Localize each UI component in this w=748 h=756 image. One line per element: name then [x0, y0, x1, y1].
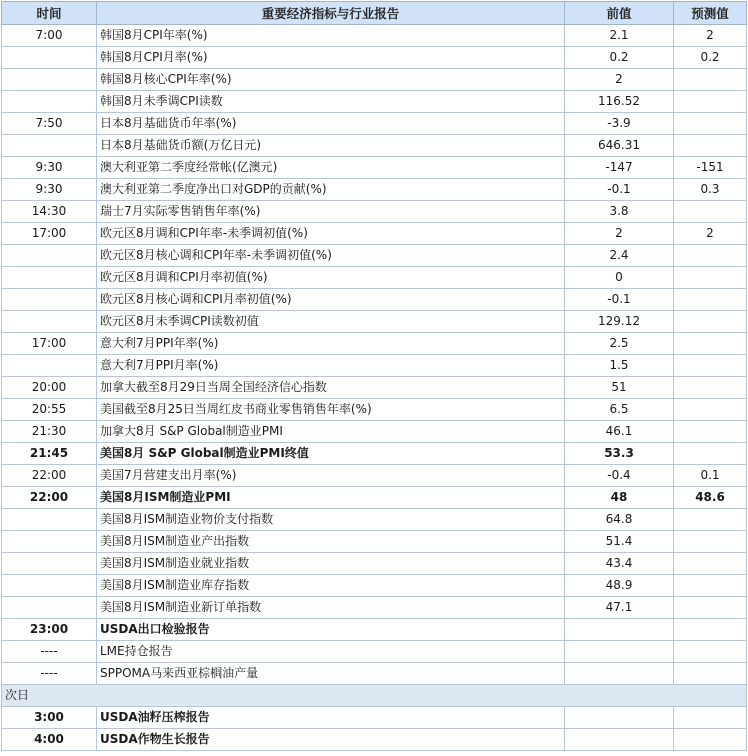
time-cell: ----: [2, 641, 97, 663]
previous-value-cell: 3.8: [565, 201, 674, 223]
previous-value-cell: 53.3: [565, 443, 674, 465]
table-row: [2, 421, 747, 443]
indicator-cell: 日本8月基础货币额(万亿日元): [97, 135, 565, 157]
forecast-value-cell: [674, 311, 747, 333]
previous-value-cell: 47.1: [565, 597, 674, 619]
previous-value-cell: -0.1: [565, 179, 674, 201]
forecast-value-cell: [674, 597, 747, 619]
previous-value-cell: 48.9: [565, 575, 674, 597]
table-row: [2, 399, 747, 421]
indicator-cell: 美国8月ISM制造业物价支付指数: [97, 509, 565, 531]
time-cell: 21:30: [2, 421, 97, 443]
time-cell: [2, 289, 97, 311]
time-cell: 14:30: [2, 201, 97, 223]
previous-value-cell: [565, 729, 674, 751]
forecast-value-cell: [674, 509, 747, 531]
previous-value-cell: 64.8: [565, 509, 674, 531]
indicator-cell: 美国7月营建支出月率(%): [97, 465, 565, 487]
table-row: [2, 597, 747, 619]
forecast-value-cell: 2: [674, 223, 747, 245]
previous-value-cell: 2.5: [565, 333, 674, 355]
table-row: [2, 333, 747, 355]
indicator-cell: 美国截至8月25日当周红皮书商业零售销售年率(%): [97, 399, 565, 421]
indicator-cell: 加拿大8月 S&P Global制造业PMI: [97, 421, 565, 443]
time-cell: 23:00: [2, 619, 97, 641]
time-cell: 9:30: [2, 179, 97, 201]
time-cell: [2, 135, 97, 157]
indicator-cell: 日本8月基础货币年率(%): [97, 113, 565, 135]
previous-value-cell: 51.4: [565, 531, 674, 553]
indicator-cell: 韩国8月CPI年率(%): [97, 25, 565, 47]
previous-value-cell: 48: [565, 487, 674, 509]
time-cell: 20:55: [2, 399, 97, 421]
previous-value-cell: -3.9: [565, 113, 674, 135]
table-row: [2, 113, 747, 135]
forecast-value-cell: [674, 135, 747, 157]
previous-value-cell: 46.1: [565, 421, 674, 443]
table-row: [2, 157, 747, 179]
forecast-value-cell: [674, 707, 747, 729]
previous-value-cell: 2.1: [565, 25, 674, 47]
time-cell: [2, 531, 97, 553]
table-body: [2, 25, 747, 751]
time-cell: [2, 69, 97, 91]
forecast-value-cell: 0.2: [674, 47, 747, 69]
time-cell: 4:00: [2, 729, 97, 751]
indicator-cell: 美国8月ISM制造业PMI: [97, 487, 565, 509]
table-row: [2, 223, 747, 245]
table-row: [2, 179, 747, 201]
forecast-value-cell: 0.1: [674, 465, 747, 487]
time-cell: [2, 575, 97, 597]
time-cell: [2, 597, 97, 619]
forecast-value-cell: -151: [674, 157, 747, 179]
table-row: [2, 289, 747, 311]
forecast-value-cell: [674, 421, 747, 443]
table-row: [2, 729, 747, 751]
table-row: [2, 553, 747, 575]
previous-value-cell: 116.52: [565, 91, 674, 113]
table-row: [2, 487, 747, 509]
previous-value-cell: 129.12: [565, 311, 674, 333]
table-row: [2, 201, 747, 223]
table-row: [2, 69, 747, 91]
time-cell: 17:00: [2, 223, 97, 245]
time-cell: 9:30: [2, 157, 97, 179]
forecast-value-cell: [674, 267, 747, 289]
table-row: [2, 25, 747, 47]
table-row: [2, 311, 747, 333]
time-cell: 22:00: [2, 487, 97, 509]
time-cell: 7:50: [2, 113, 97, 135]
table-row: [2, 245, 747, 267]
table-row: [2, 267, 747, 289]
table-row: [2, 707, 747, 729]
indicator-cell: 美国8月ISM制造业产出指数: [97, 531, 565, 553]
indicator-cell: 欧元区8月未季调CPI读数初值: [97, 311, 565, 333]
time-cell: [2, 509, 97, 531]
table-row: [2, 465, 747, 487]
indicator-cell: 美国8月ISM制造业就业指数: [97, 553, 565, 575]
table-row: [2, 575, 747, 597]
previous-value-cell: 2.4: [565, 245, 674, 267]
time-cell: [2, 311, 97, 333]
previous-value-cell: [565, 707, 674, 729]
indicator-cell: 澳大利亚第二季度经常帐(亿澳元): [97, 157, 565, 179]
forecast-value-cell: [674, 575, 747, 597]
indicator-cell: 韩国8月核心CPI年率(%): [97, 69, 565, 91]
indicator-cell: 意大利7月PPI年率(%): [97, 333, 565, 355]
indicator-cell: USDA作物生长报告: [97, 729, 565, 751]
previous-value-cell: 2: [565, 69, 674, 91]
table-row: [2, 531, 747, 553]
previous-value-cell: 0: [565, 267, 674, 289]
forecast-value-cell: [674, 531, 747, 553]
forecast-value-cell: [674, 113, 747, 135]
forecast-value-cell: [674, 553, 747, 575]
header-indicator: 重要经济指标与行业报告: [97, 2, 565, 25]
header-time: 时间: [2, 2, 97, 25]
time-cell: [2, 91, 97, 113]
indicator-cell: 韩国8月未季调CPI读数: [97, 91, 565, 113]
time-cell: [2, 553, 97, 575]
forecast-value-cell: 0.3: [674, 179, 747, 201]
header-previous: 前值: [565, 2, 674, 25]
time-cell: 7:00: [2, 25, 97, 47]
previous-value-cell: -0.1: [565, 289, 674, 311]
previous-value-cell: 0.2: [565, 47, 674, 69]
table-row: [2, 91, 747, 113]
previous-value-cell: -147: [565, 157, 674, 179]
previous-value-cell: 1.5: [565, 355, 674, 377]
time-cell: ----: [2, 663, 97, 685]
forecast-value-cell: [674, 245, 747, 267]
time-cell: 22:00: [2, 465, 97, 487]
indicator-cell: 欧元区8月核心调和CPI月率初值(%): [97, 289, 565, 311]
next-day-section-row: [2, 685, 747, 707]
forecast-value-cell: [674, 443, 747, 465]
indicator-cell: 瑞士7月实际零售销售年率(%): [97, 201, 565, 223]
indicator-cell: 澳大利亚第二季度净出口对GDP的贡献(%): [97, 179, 565, 201]
indicator-cell: 美国8月 S&P Global制造业PMI终值: [97, 443, 565, 465]
table-row: [2, 641, 747, 663]
previous-value-cell: -0.4: [565, 465, 674, 487]
table-row: [2, 135, 747, 157]
indicator-cell: SPPOMA马来西亚棕榈油产量: [97, 663, 565, 685]
forecast-value-cell: [674, 355, 747, 377]
previous-value-cell: 43.4: [565, 553, 674, 575]
indicator-cell: LME持仓报告: [97, 641, 565, 663]
indicator-cell: 欧元区8月调和CPI年率-未季调初值(%): [97, 223, 565, 245]
previous-value-cell: 6.5: [565, 399, 674, 421]
header-row: [2, 2, 747, 25]
time-cell: [2, 245, 97, 267]
indicator-cell: USDA出口检验报告: [97, 619, 565, 641]
indicator-cell: 欧元区8月调和CPI月率初值(%): [97, 267, 565, 289]
indicator-cell: 意大利7月PPI月率(%): [97, 355, 565, 377]
previous-value-cell: 2: [565, 223, 674, 245]
forecast-value-cell: [674, 333, 747, 355]
previous-value-cell: [565, 641, 674, 663]
indicator-cell: 美国8月ISM制造业新订单指数: [97, 597, 565, 619]
economic-calendar-table: [1, 1, 747, 751]
indicator-cell: 加拿大截至8月29日当周全国经济信心指数: [97, 377, 565, 399]
forecast-value-cell: [674, 729, 747, 751]
forecast-value-cell: [674, 91, 747, 113]
previous-value-cell: [565, 619, 674, 641]
forecast-value-cell: [674, 289, 747, 311]
indicator-cell: USDA油籽压榨报告: [97, 707, 565, 729]
forecast-value-cell: [674, 663, 747, 685]
previous-value-cell: [565, 663, 674, 685]
table-row: [2, 355, 747, 377]
forecast-value-cell: [674, 201, 747, 223]
table-row: [2, 47, 747, 69]
indicator-cell: 美国8月ISM制造业库存指数: [97, 575, 565, 597]
table-row: [2, 619, 747, 641]
table-row: [2, 509, 747, 531]
forecast-value-cell: [674, 641, 747, 663]
table-row: [2, 663, 747, 685]
previous-value-cell: 646.31: [565, 135, 674, 157]
time-cell: 20:00: [2, 377, 97, 399]
table-row: [2, 443, 747, 465]
indicator-cell: 韩国8月CPI月率(%): [97, 47, 565, 69]
next-day-label: 次日: [2, 685, 747, 707]
header-forecast: 预测值: [674, 2, 747, 25]
indicator-cell: 欧元区8月核心调和CPI年率-未季调初值(%): [97, 245, 565, 267]
forecast-value-cell: 2: [674, 25, 747, 47]
forecast-value-cell: [674, 377, 747, 399]
forecast-value-cell: [674, 399, 747, 421]
time-cell: [2, 47, 97, 69]
forecast-value-cell: 48.6: [674, 487, 747, 509]
time-cell: [2, 355, 97, 377]
forecast-value-cell: [674, 619, 747, 641]
time-cell: 21:45: [2, 443, 97, 465]
table-row: [2, 377, 747, 399]
time-cell: 3:00: [2, 707, 97, 729]
previous-value-cell: 51: [565, 377, 674, 399]
time-cell: 17:00: [2, 333, 97, 355]
time-cell: [2, 267, 97, 289]
forecast-value-cell: [674, 69, 747, 91]
